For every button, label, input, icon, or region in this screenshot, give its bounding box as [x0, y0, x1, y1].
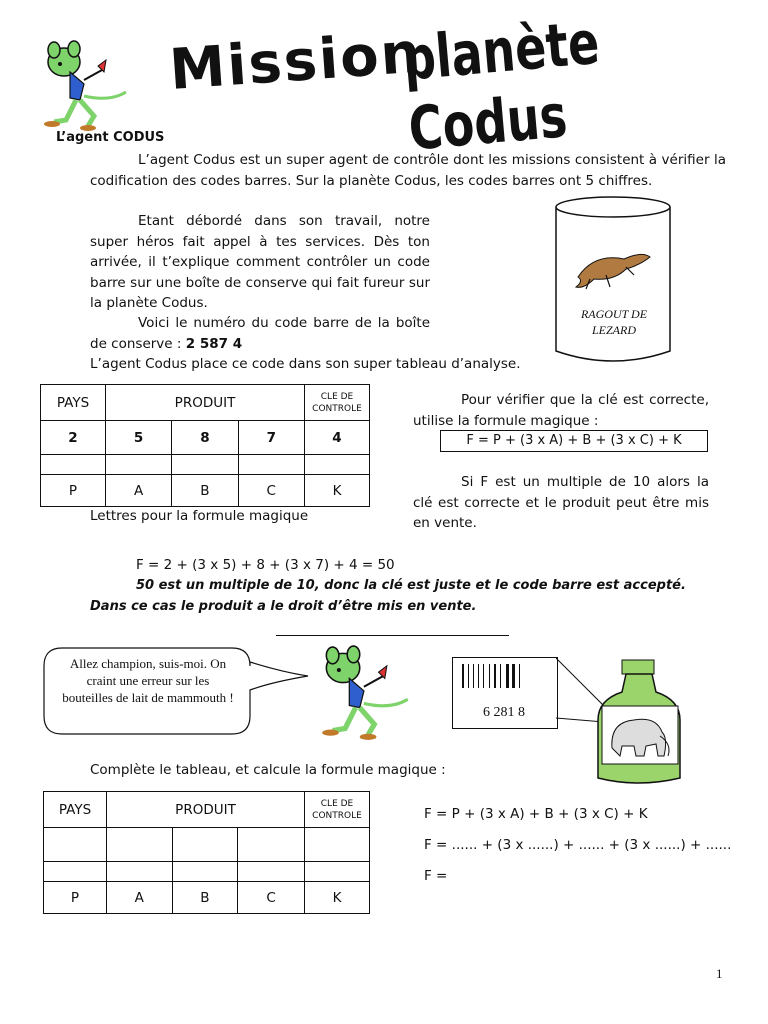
letter-cell: C	[238, 882, 305, 914]
code-table-example	[40, 384, 370, 507]
barcode-icon	[460, 664, 540, 694]
exercise-instruction: Complète le tableau, et calcule la formule magique :	[90, 762, 446, 778]
letter-cell: P	[41, 475, 106, 507]
can-label: RAGOUT DE LEZARD	[580, 307, 648, 337]
digit-cell: 8	[172, 421, 238, 455]
header-produit: PRODUIT	[106, 385, 305, 421]
intro-paragraph-1: L’agent Codus est un super agent de contrôle dont les missions consistent à vérifier la codification des codes barres. Sur la planète Codus, les codes barres ont 5 chiffres.	[90, 152, 726, 189]
letter-cell: K	[305, 475, 370, 507]
barcode-number: 6 281 8	[483, 705, 525, 720]
letter-cell: A	[107, 882, 173, 914]
bubble-text: Allez champion, suis-moi. On craint une erreur sur les bouteilles de lait de mammouth !	[62, 656, 234, 705]
page-number: 1	[716, 966, 723, 981]
example-conclusion-2: Dans ce cas le produit a le droit d’être mis en vente.	[90, 599, 477, 614]
letter-cell: C	[238, 475, 304, 507]
digit-cell: 5	[106, 421, 172, 455]
verify-text: Pour vérifier que la clé est correcte, utilise la formule magique :	[413, 392, 709, 429]
digit-cell: 4	[305, 421, 370, 455]
agent-label: L’agent CODUS	[56, 130, 165, 145]
exercise-result[interactable]: F =	[424, 868, 448, 884]
code-table-exercise	[43, 791, 370, 914]
header-pays: PAYS	[41, 385, 106, 421]
letter-cell: A	[106, 475, 172, 507]
exercise-formula: F = P + (3 x A) + B + (3 x C) + K	[424, 806, 648, 822]
magic-formula-box: F = P + (3 x A) + B + (3 x C) + K	[440, 430, 708, 452]
table-caption: Lettres pour la formule magique	[90, 508, 309, 524]
can-code: 2 587 4	[185, 335, 243, 352]
empty-digit-cell[interactable]	[44, 828, 107, 862]
empty-digit-cell[interactable]	[107, 828, 173, 862]
example-conclusion-1: 50 est un multiple de 10, donc la clé est juste et le code barre est accepté.	[136, 578, 686, 593]
exercise-blank-formula[interactable]: F = ...... + (3 x ......) + ...... + (3 x ......) + ......	[424, 837, 732, 853]
title-planete-codus: planète Codus	[399, 6, 603, 164]
multiple-rule-text: Si F est un multiple de 10 alors la clé est correcte et le produit peut être mis en vente.	[413, 474, 709, 531]
header-cle: CLE DE CONTROLE	[305, 792, 370, 828]
intro-paragraph-3: Voici le numéro du code barre de la boîte de conserve : 2 587 4	[90, 315, 430, 352]
intro-paragraph-2: Etant débordé dans son travail, notre super héros fait appel à tes services. Dès ton arrivée, il t’explique comment contrôler un code barre sur une boîte de conserve qui fait fureur sur la planète Codus.	[90, 213, 430, 311]
letter-cell: P	[44, 882, 107, 914]
letter-cell: B	[172, 882, 238, 914]
example-calculation: F = 2 + (3 x 5) + 8 + (3 x 7) + 4 = 50	[136, 557, 395, 573]
empty-digit-cell[interactable]	[238, 828, 305, 862]
letter-cell: B	[172, 475, 238, 507]
digit-cell: 7	[238, 421, 304, 455]
agent-codus-mascot-running	[318, 645, 414, 741]
header-cle: CLE DE CONTROLE	[305, 385, 370, 421]
agent-codus-mascot	[40, 40, 132, 132]
empty-digit-cell[interactable]	[305, 828, 370, 862]
digit-cell: 2	[41, 421, 106, 455]
separator-line	[276, 635, 509, 636]
milk-bottle-illustration	[556, 640, 706, 790]
letter-cell: K	[305, 882, 370, 914]
tin-can-illustration	[554, 195, 672, 365]
title-mission: Mission	[167, 20, 425, 104]
header-pays: PAYS	[44, 792, 107, 828]
header-produit: PRODUIT	[107, 792, 305, 828]
empty-digit-cell[interactable]	[172, 828, 238, 862]
intro-paragraph-4: L’agent Codus place ce code dans son super tableau d’analyse.	[90, 356, 521, 372]
